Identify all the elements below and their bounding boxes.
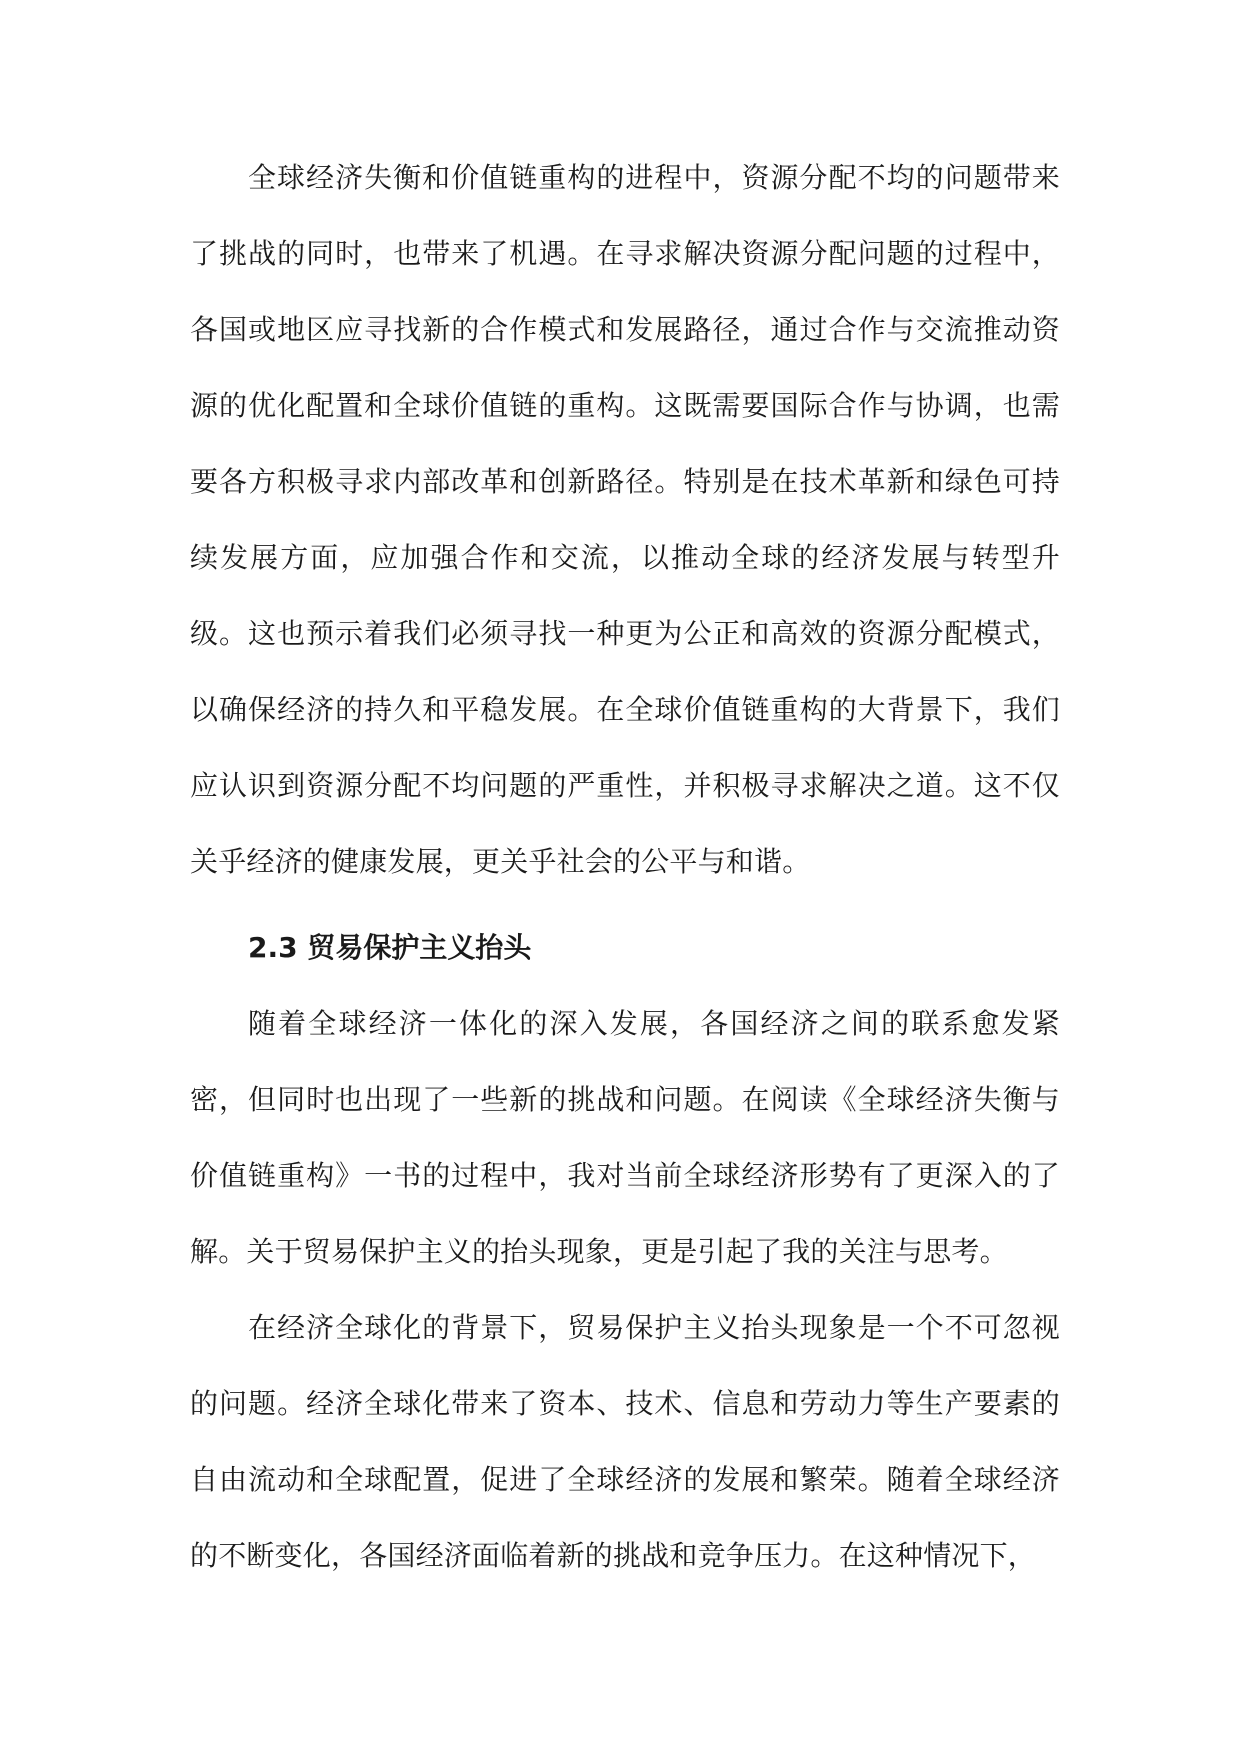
section-heading: 2.3 贸易保护主义抬头 xyxy=(248,931,532,964)
paragraph-intro-protectionism: 随着全球经济一体化的深入发展，各国经济之间的联系愈发紧密，但同时也出现了一些新的挑战和问题。在阅读《全球经济失衡与价值链重构》一书的过程中，我对当前全球经济形势有了更深入的了解。关于贸易保护主义的抬头现象，更是引起了我的关注与思考。 xyxy=(190,1007,1060,1268)
paragraph-resource-allocation: 全球经济失衡和价值链重构的进程中，资源分配不均的问题带来了挑战的同时，也带来了机遇。在寻求解决资源分配问题的过程中，各国或地区应寻找新的合作模式和发展路径，通过合作与交流推动资源的优化配置和全球价值链的重构。这既需要国际合作与协调，也需要各方积极寻求内部改革和创新路径。特别是在技术革新和绿色可持续发展方面，应加强合作和交流，以推动全球的经济发展与转型升级。这也预示着我们必须寻找一种更为公正和高效的资源分配模式，以确保经济的持久和平稳发展。在全球价值链重构的大背景下，我们应认识到资源分配不均问题的严重性，并积极寻求解决之道。这不仅关乎经济的健康发展，更关乎社会的公平与和谐。 xyxy=(190,161,1060,878)
document-page xyxy=(190,140,1060,1594)
paragraph-globalization-background: 在经济全球化的背景下，贸易保护主义抬头现象是一个不可忽视的问题。经济全球化带来了资本、技术、信息和劳动力等生产要素的自由流动和全球配置，促进了全球经济的发展和繁荣。随着全球经济的不断变化，各国经济面临着新的挑战和竞争压力。在这种情况下， xyxy=(190,1311,1060,1572)
